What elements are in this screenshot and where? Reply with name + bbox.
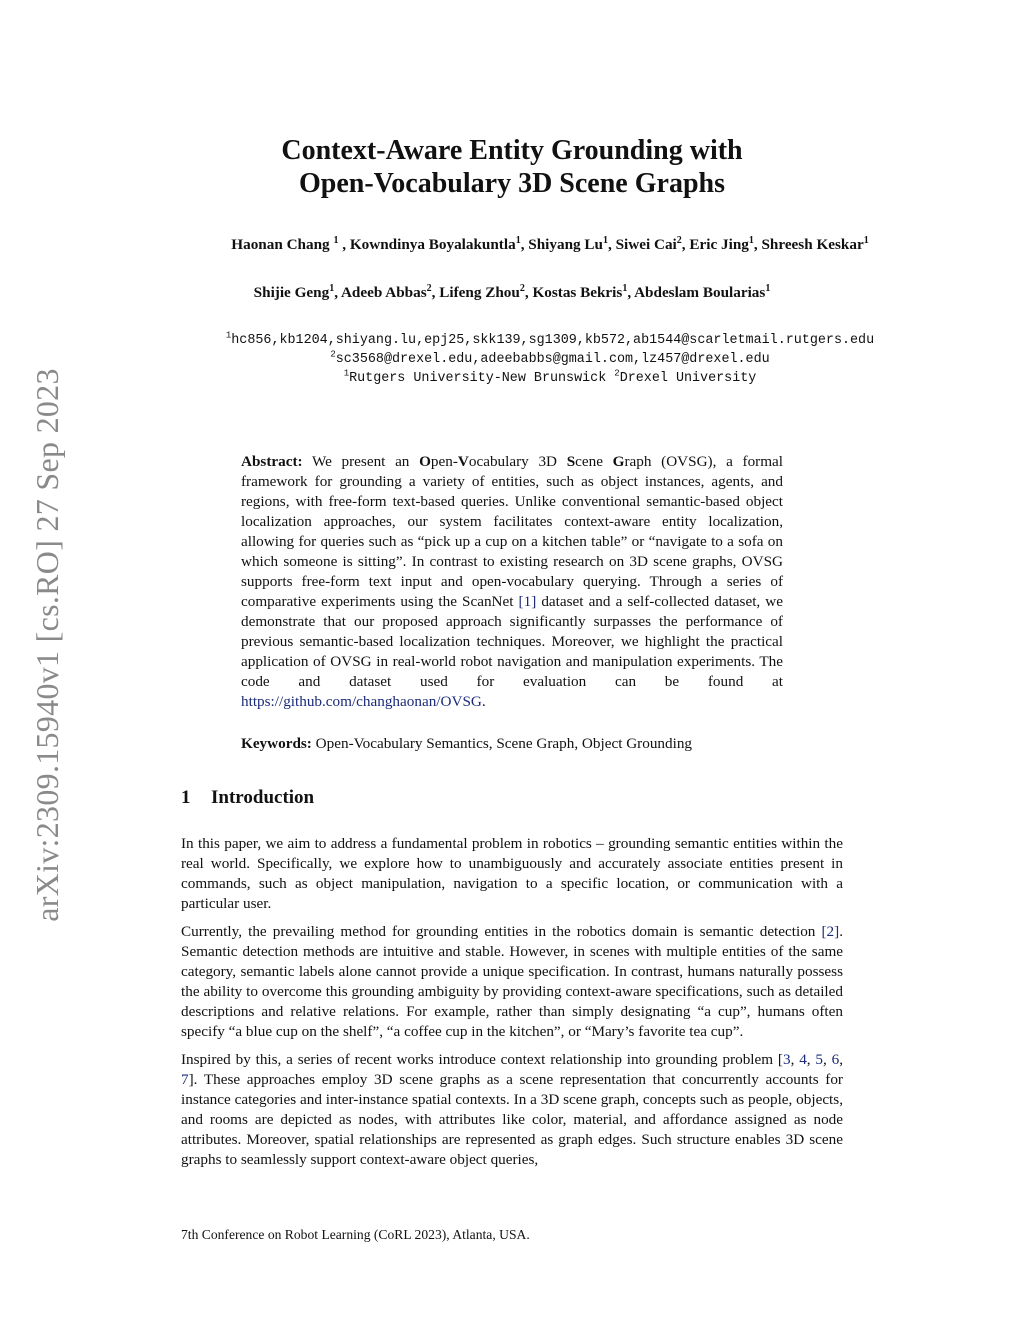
keywords-label: Keywords: <box>241 735 312 752</box>
email-line-rutgers <box>120 331 980 350</box>
author-name: Adeeb Abbas <box>340 284 427 301</box>
citation-link[interactable]: 5 <box>815 1051 823 1068</box>
affiliation-mark: 2 <box>330 349 336 360</box>
author-name: Kostas Bekris <box>532 284 623 301</box>
author-name: Lifeng Zhou <box>439 284 520 301</box>
abstract-text: raph (OVSG), a formal framework for grounding a variety of entities, such as object instances, agents, and regions, with free-form text-based queries. Unlike conventional semantic-based object localization approaches, our system facilitates context-aware entity localization, allowing for queries such as “pick up a cup on a kitchen table” or “navigate to a sofa on which someone is sitting”. In contrast to existing research on 3D scene graphs, OVSG supports free-form text input and open-vocabulary querying. Through a series of comparative experiments using the ScanNet <box>241 453 784 610</box>
author-separator: , <box>627 284 635 301</box>
acronym-letter: G <box>612 453 625 470</box>
title-line-1: Context-Aware Entity Grounding with <box>281 135 743 166</box>
citation-link[interactable]: 4 <box>799 1051 807 1068</box>
citation-link[interactable]: 6 <box>831 1051 840 1068</box>
title-line-2: Open-Vocabulary 3D Scene Graphs <box>298 168 725 199</box>
citation-link[interactable]: [1] <box>518 593 537 610</box>
body-paragraph <box>181 1050 843 1170</box>
author-name: Eric Jing <box>689 236 749 253</box>
citation-link[interactable]: 3 <box>782 1051 791 1068</box>
affiliation-mark: 1 <box>343 368 350 379</box>
author-list-row-2 <box>62 284 962 302</box>
affiliation-mark: 1 <box>225 330 232 341</box>
keywords-text: Open-Vocabulary Semantics, Scene Graph, Object Grounding <box>311 735 693 752</box>
acronym-letter: S <box>566 453 576 470</box>
section-title: Introduction <box>211 787 315 808</box>
author-separator: , <box>334 284 341 301</box>
author-separator: , <box>608 236 616 253</box>
author-separator: , <box>753 236 762 253</box>
citation-link[interactable]: [2] <box>821 923 840 940</box>
affiliation-mark: 2 <box>614 368 620 379</box>
paper-title <box>170 134 854 200</box>
author-name: Shijie Geng <box>253 284 330 301</box>
introduction-body <box>181 834 843 1178</box>
paragraph-text: . Semantic detection methods are intuitive and stable. However, in scenes with multiple entities of the same category, semantic labels alone cannot provide a unique specification. In contrast, humans naturally possess the ability to overcome this grounding ambiguity by providing context-aware specifications, such as detailed descriptions and relative relations. For example, rather than simply designating “a cup”, humans often specify “a blue cup on the shelf”, “a coffee cup in the kitchen”, or “Mary’s favorite tea cup”. <box>181 923 843 1040</box>
acronym-letter: O <box>419 453 431 470</box>
email-line-drexel <box>120 350 980 369</box>
section-number: 1 <box>181 787 191 808</box>
citation-separator: , <box>823 1051 832 1068</box>
abstract-text: ocabulary 3D <box>468 453 567 470</box>
affiliation-line <box>120 369 980 388</box>
author-affiliation-mark: 1 <box>603 234 608 246</box>
abstract-text: dataset and a self-collected dataset, we demonstrate that our proposed approach significantly surpasses the performance of previous semantic-based localization techniques. Moreover, we highlight the practical application of OVSG in real-world robot navigation and manipulation experiments. The code and dataset used for evaluation can be found at <box>241 593 783 690</box>
author-affiliation-mark: 1 <box>863 234 869 246</box>
affiliation-name: Drexel University <box>619 371 757 386</box>
acronym-letter: V <box>457 453 469 470</box>
author-separator: , <box>681 236 690 253</box>
github-link[interactable]: https://github.com/changhaonan/OVSG <box>241 693 482 710</box>
paragraph-text: Inspired by this, a series of recent works introduce context relationship into grounding problem [ <box>181 1051 783 1068</box>
section-heading-introduction <box>181 787 314 809</box>
abstract-text: . <box>481 693 486 710</box>
arxiv-identifier-stamp: arXiv:2309.15940v1 [cs.RO] 27 Sep 2023 <box>29 368 65 922</box>
abstract-label: Abstract: <box>241 453 303 470</box>
conference-footer: 7th Conference on Robot Learning (CoRL 2023), Atlanta, USA. <box>181 1227 530 1242</box>
email-text: hc856,kb1204,shiyang.lu,epj25,skk139,sg1309,kb572,ab1544@scarletmail.rutgers.edu <box>231 333 875 348</box>
author-affiliation-mark: 1 <box>333 234 339 246</box>
abstract-text: We present an <box>302 453 420 470</box>
abstract-text: pen- <box>430 453 458 470</box>
author-affiliation-mark: 2 <box>676 234 682 246</box>
author-affiliation-mark: 1 <box>515 234 521 246</box>
body-paragraph <box>181 834 843 914</box>
author-affiliation-mark: 2 <box>519 282 525 294</box>
body-paragraph <box>181 922 843 1042</box>
email-text: sc3568@drexel.edu,adeebabbs@gmail.com,lz457@drexel.edu <box>335 352 770 367</box>
keywords-line <box>241 735 841 753</box>
author-name: Haonan Chang <box>231 236 334 253</box>
author-name: Siwei Cai <box>615 236 677 253</box>
author-separator: , <box>338 236 350 253</box>
author-affiliation-mark: 1 <box>622 282 628 294</box>
citation-separator: , <box>806 1051 816 1068</box>
author-emails-affiliations <box>120 331 980 388</box>
author-separator: , <box>524 284 533 301</box>
author-list-row-1 <box>100 236 1000 254</box>
author-separator: , <box>431 284 440 301</box>
affiliation-name: Rutgers University-New Brunswick <box>349 371 607 386</box>
author-affiliation-mark: 1 <box>748 234 754 246</box>
author-name: Shreesh Keskar <box>761 236 864 253</box>
paragraph-text: Currently, the prevailing method for grounding entities in the robotics domain is semantic detection <box>181 923 822 940</box>
author-name: Shiyang Lu <box>528 236 603 253</box>
author-name: Abdeslam Boularias <box>634 284 766 301</box>
citation-separator: , <box>790 1051 800 1068</box>
author-affiliation-mark: 1 <box>329 282 335 294</box>
abstract-text: cene <box>575 453 613 470</box>
abstract-paragraph <box>241 452 783 712</box>
author-name: Kowndinya Boyalakuntla <box>349 236 516 253</box>
citation-separator: , <box>839 1051 844 1068</box>
paragraph-text: In this paper, we aim to address a fundamental problem in robotics – grounding semantic entities within the real world. Specifically, we explore how to unambiguously and accurately associate entities present in commands, such as object manipulation, navigation to a specific location, or communication with a particular user. <box>181 835 843 912</box>
author-affiliation-mark: 2 <box>426 282 432 294</box>
paragraph-text: ]. These approaches employ 3D scene graphs as a scene representation that concurrently accounts for instance categories and inter-instance spatial contexts. In a 3D scene graph, concepts such as people, objects, and rooms are depicted as nodes, with attributes like color, material, and affordance assigned as node attributes. Moreover, spatial relationships are represented as graph edges. Such structure enables 3D scene graphs to seamlessly support context-aware object queries, <box>181 1071 843 1168</box>
citation-link[interactable]: 7 <box>181 1071 189 1088</box>
author-separator: , <box>520 236 529 253</box>
author-affiliation-mark: 1 <box>765 282 771 294</box>
